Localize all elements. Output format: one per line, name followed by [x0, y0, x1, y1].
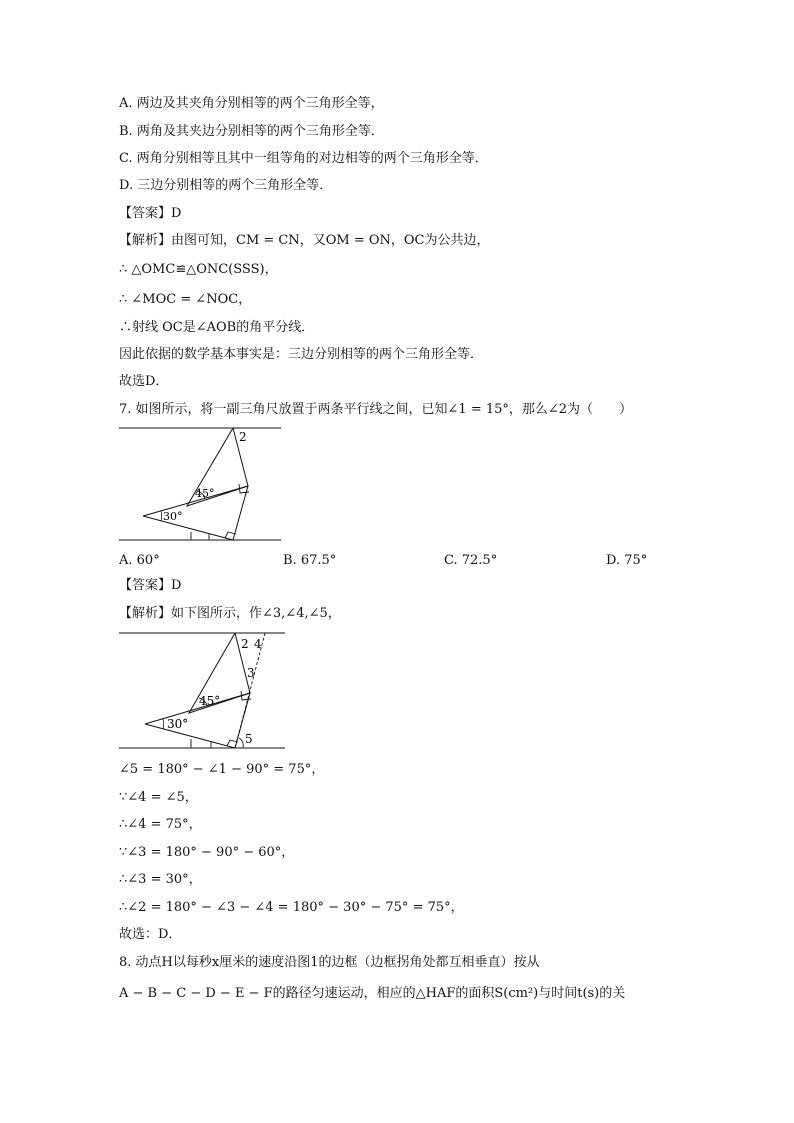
q7-analysis-intro: 【解析】如下图所示，作∠3,∠4,∠5，: [119, 606, 341, 621]
q7-step-1: ∠5 = 180° − ∠1 − 90° = 75°，: [119, 762, 325, 777]
triangle-ruler-figure-1: [115, 422, 290, 547]
angle-45-label: 45°: [195, 487, 215, 500]
q6-answer: 【答案】D: [119, 206, 182, 221]
q6-analysis-line-4: ∴射线 OC是∠AOB的角平分线．: [119, 320, 315, 335]
angle-2-label: 2: [239, 430, 247, 444]
q7-step-5: ∴∠3 = 30°，: [119, 872, 202, 887]
q6-analysis-line-3: ∴ ∠MOC = ∠NOC，: [119, 292, 252, 307]
q7-option-d: D. 75°: [606, 553, 648, 568]
q7-option-b: B. 67.5°: [283, 553, 337, 568]
q8-line-2: A − B − C − D − E − F的路径匀速运动，相应的△HAF的面积S(cm²)与时间t(s)的关: [119, 986, 626, 1001]
q6-option-b: B. 两角及其夹边分别相等的两个三角形全等．: [119, 124, 384, 139]
triangle-ruler-figure-2: [115, 627, 295, 755]
q7-step-4: ∵∠3 = 180° − 90° − 60°，: [119, 845, 295, 860]
q6-analysis-line-6: 故选D．: [119, 374, 169, 389]
q6-option-c: C. 两角分别相等且其中一组等角的对边相等的两个三角形全等．: [119, 151, 488, 166]
q6-analysis-line-2: ∴ △OMC≌△ONC(SSS)，: [119, 262, 278, 277]
q7-step-6: ∴∠2 = 180° − ∠3 − ∠4 = 180° − 30° − 75° = 75°，: [119, 900, 464, 915]
angle-30-label: 30°: [167, 717, 189, 731]
angle-45-label: 45°: [199, 694, 221, 708]
q7-step-2: ∵∠4 = ∠5，: [119, 790, 198, 805]
angle-4-label: 4: [254, 637, 262, 651]
angle-30-label: 30°: [163, 510, 183, 523]
q8-line-1: 8. 动点H以每秒x厘米的速度沿图1的边框（边框拐角处都互相垂直）按从: [119, 955, 540, 970]
triangle-30: [145, 693, 250, 748]
q7-stem: 7. 如图所示，将一副三角尺放置于两条平行线之间，已知∠1 = 15°，那么∠2为（ ）: [119, 402, 633, 417]
q7-option-a: A. 60°: [119, 553, 160, 568]
q6-analysis-line-1: 【解析】由图可知，CM = CN，又OM = ON，OC为公共边，: [119, 233, 490, 248]
q7-answer: 【答案】D: [119, 578, 182, 593]
q7-step-3: ∴∠4 = 75°，: [119, 817, 202, 832]
q7-option-c: C. 72.5°: [444, 553, 498, 568]
q6-option-d: D. 三边分别相等的两个三角形全等．: [119, 178, 333, 193]
angle-2-label: 2: [241, 637, 249, 651]
q7-step-7: 故选：D．: [119, 927, 182, 942]
angle-3-label: 3: [247, 666, 255, 680]
q6-analysis-line-5: 因此依据的数学基本事实是：三边分别相等的两个三角形全等．: [119, 347, 484, 362]
angle-5-label: 5: [245, 732, 253, 746]
q6-option-a: A. 两边及其夹角分别相等的两个三角形全等，: [119, 96, 384, 111]
